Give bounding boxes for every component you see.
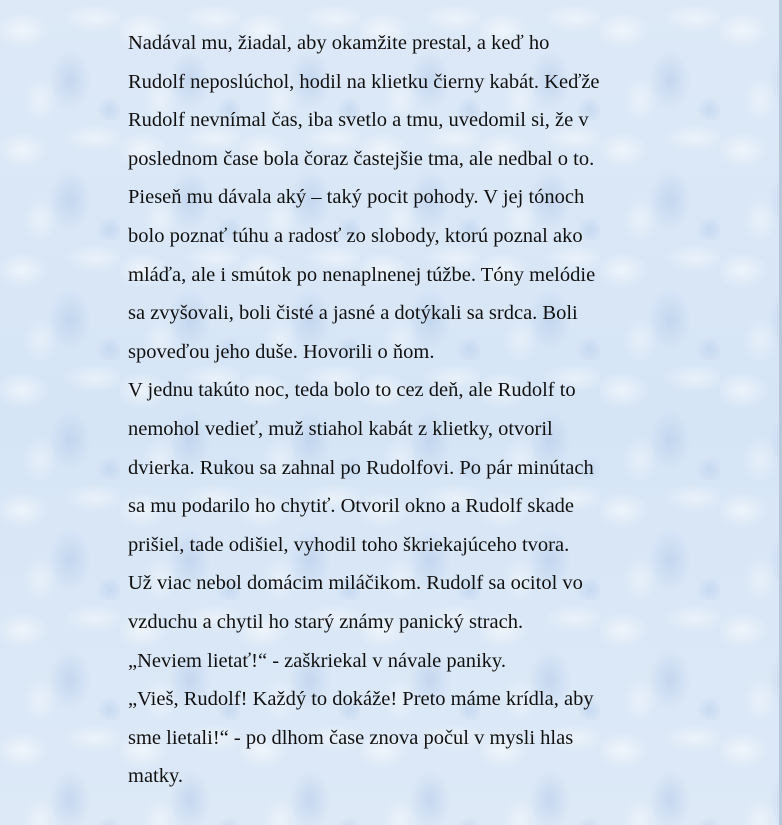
text-line: prišiel, tade odišiel, vyhodil toho škriekajúceho tvora. [128, 533, 570, 556]
text-line: V jednu takúto noc, teda bolo to cez deň, ale Rudolf to [128, 379, 576, 402]
text-line: sa mu podarilo ho chytiť. Otvoril okno a Rudolf skade [128, 495, 575, 518]
text-line: spoveďou jeho duše. Hovorili o ňom. [128, 340, 435, 363]
text-line: mláďa, ale i smútok po nenaplnenej túžbe. Tóny melódie [128, 263, 596, 286]
text-line: dvierka. Rukou sa zahnal po Rudolfovi. Po pár minútach [128, 456, 594, 479]
text-line: Už viac nebol domácim miláčikom. Rudolf sa ocitol vo [128, 572, 583, 595]
text-line: sa zvyšovali, boli čisté a jasné a dotýkali sa srdca. Boli [128, 302, 578, 325]
text-line: poslednom čase bola čoraz častejšie tma, ale nedbal o to. [128, 147, 595, 170]
text-line: bolo poznať túhu a radosť zo slobody, ktorú poznal ako [128, 224, 583, 247]
text-line: sme lietali!“ - po dlhom čase znova počul v mysli hlas [128, 726, 574, 749]
text-line: Rudolf neposlúchol, hodil na klietku čierny kabát. Keďže [128, 70, 600, 93]
text-line: „Vieš, Rudolf! Každý to dokáže! Preto máme krídla, aby [128, 688, 594, 711]
text-line: vzduchu a chytil ho starý známy panický strach. [128, 610, 524, 633]
text-line: „Neviem lietať!“ - zaškriekal v návale paniky. [128, 649, 506, 672]
text-line: nemohol vedieť, muž stiahol kabát z klietky, otvoril [128, 417, 553, 440]
text-line: matky. [128, 765, 184, 788]
story-text-block [128, 24, 658, 796]
text-line: Nadával mu, žiadal, aby okamžite prestal, a keď ho [128, 32, 550, 54]
text-line: Pieseň mu dávala aký – taký pocit pohody. V jej tónoch [128, 186, 585, 209]
text-line: Rudolf nevnímal čas, iba svetlo a tmu, uvedomil si, že v [128, 109, 589, 132]
